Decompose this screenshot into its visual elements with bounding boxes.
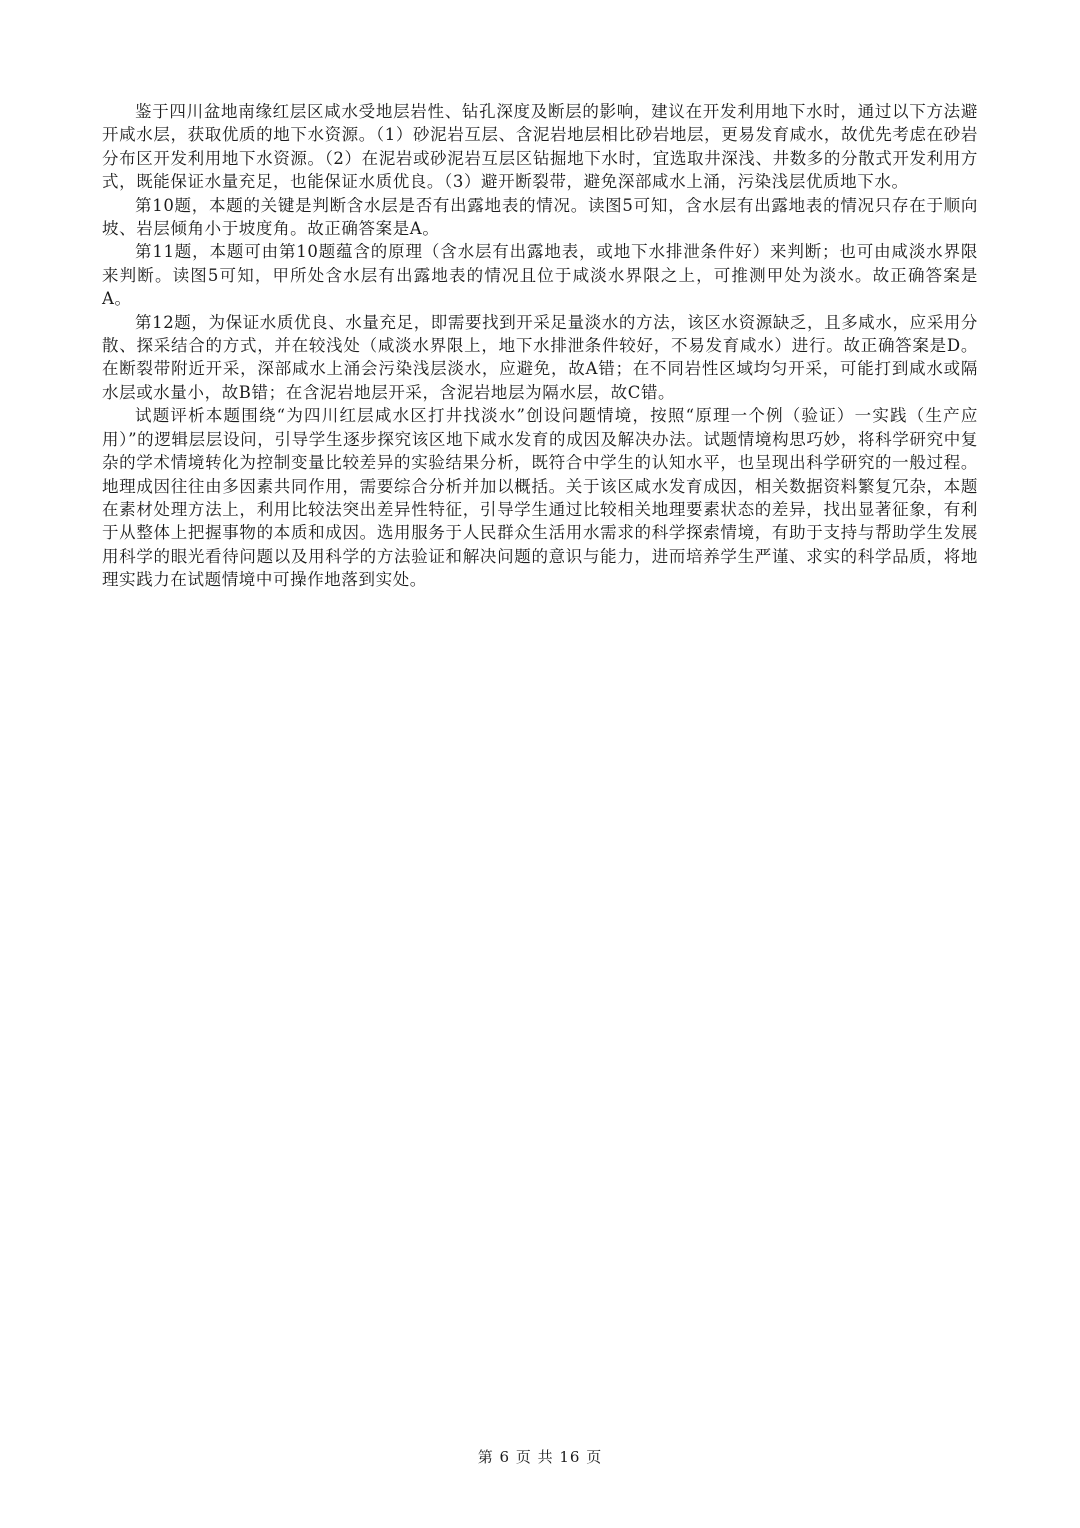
page-number-footer: 第 6 页 共 16 页: [477, 1448, 603, 1466]
paragraph-question-10: 第10题，本题的关键是判断含水层是否有出露地表的情况。读图5可知，含水层有出露地表的情况只存在于顺向坡、岩层倾角小于坡度角。故正确答案是A。: [102, 195, 978, 239]
paragraph-evaluation: 试题评析本题围绕“为四川红层咸水区打井找淡水”创设问题情境，按照“原理一个例（验证）一实践（生产应用）”的逻辑层层设问，引导学生逐步探究该区地下咸水发育的成因及解决办法。试题情境构思巧妙，将科学研究中复杂的学术情境转化为控制变量比较差异的实验结果分析，既符合中学生的认知水平，也呈现出科学研究的一般过程。地理成因往往由多因素共同作用，需要综合分析并加以概括。关于该区咸水发育成因，相关数据资料繁复冗杂，本题在素材处理方法上，利用比较法突出差异性特征，引导学生通过比较相关地理要素状态的差异，找出显著征象，有利于从整体上把握事物的本质和成因。选用服务于人民群众生活用水需求的科学探索情境，有助于支持与帮助学生发展用科学的眼光看待问题以及用科学的方法验证和解决问题的意识与能力，进而培养学生严谨、求实的科学品质，将地理实践力在试题情境中可操作地落到实处。: [102, 406, 978, 590]
paragraph-salt-water-advice: 鉴于四川盆地南缘红层区咸水受地层岩性、钻孔深度及断层的影响，建议在开发利用地下水时，通过以下方法避开咸水层，获取优质的地下水资源。（1）砂泥岩互层、含泥岩地层相比砂岩地层，更易发育咸水，故优先考虑在砂岩分布区开发利用地下水资源。（2）在泥岩或砂泥岩互层区钻掘地下水时，宜选取井深浅、井数多的分散式开发利用方式，既能保证水量充足，也能保证水质优良。（3）避开断裂带，避免深部咸水上涌，污染浅层优质地下水。: [102, 102, 978, 192]
paragraph-question-12: 第12题，为保证水质优良、水量充足，即需要找到开采足量淡水的方法，该区水资源缺乏，且多咸水，应采用分散、探采结合的方式，并在较浅处（咸淡水界限上，地下水排泄条件较好，不易发育咸水）进行。故正确答案是D。在断裂带附近开采，深部咸水上涌会污染浅层淡水，应避免，故A错；在不同岩性区域均匀开采，可能打到咸水或隔水层或水量小，故B错；在含泥岩地层开采，含泥岩地层为隔水层，故C错。: [102, 312, 978, 402]
paragraph-question-11: 第11题，本题可由第10题蕴含的原理（含水层有出露地表，或地下水排泄条件好）来判断；也可由咸淡水界限来判断。读图5可知，甲所处含水层有出露地表的情况且位于咸淡水界限之上，可推测甲处为淡水。故正确答案是A。: [102, 242, 978, 309]
document-body: [102, 100, 978, 592]
